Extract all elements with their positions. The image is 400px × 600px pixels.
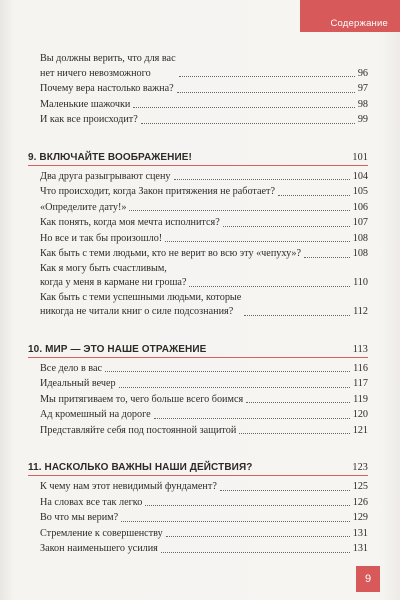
toc-entry-title [28, 52, 176, 81]
chapter-title: 11. НАСКОЛЬКО ВАЖНЫ НАШИ ДЕЙСТВИЯ? [28, 462, 253, 473]
toc-entry-title [28, 510, 118, 526]
toc-entry [28, 97, 368, 113]
toc-entry-title [28, 112, 138, 128]
toc-entry [28, 231, 368, 247]
dot-leader [177, 92, 355, 93]
toc-entry-title [28, 541, 158, 557]
toc-entry-page-number: 104 [352, 170, 368, 182]
toc-entry-line: Маленькие шажочки [40, 98, 131, 110]
section-gap [28, 320, 368, 344]
section-gap [28, 438, 368, 462]
table-of-contents [28, 52, 368, 557]
toc-entry-page-number: 96 [357, 67, 368, 79]
toc-entry-line: Как быть с теми успешными людьми, которые [40, 291, 242, 303]
toc-entry-page-number: 120 [352, 409, 368, 420]
toc-entry [28, 392, 368, 408]
toc-entry [28, 112, 368, 128]
toc-entry [28, 495, 368, 511]
toc-entry-title [28, 392, 243, 408]
dot-leader [223, 226, 350, 227]
toc-entry-line: Закон наименьшего усилия [40, 543, 158, 554]
chapter-page-number: 123 [352, 462, 368, 473]
chapter-title: 10. МИР — ЭТО НАШЕ ОТРАЖЕНИЕ [28, 343, 207, 355]
toc-entry [28, 52, 368, 81]
dot-leader [246, 402, 350, 403]
dot-leader [189, 286, 350, 287]
toc-entry-line: И как все происходит? [40, 114, 138, 125]
toc-entry [28, 479, 368, 495]
toc-entry [28, 361, 368, 377]
toc-entry-title [28, 81, 174, 97]
page-number-badge [356, 566, 380, 592]
toc-entry [28, 184, 368, 200]
dot-leader [220, 490, 350, 491]
toc-entry-title [28, 231, 162, 247]
dot-leader [179, 76, 355, 77]
chapter-page-number: 113 [352, 343, 368, 355]
toc-entry-line: Что происходит, когда Закон притяжения не работает? [40, 186, 276, 197]
toc-entry-line: Во что мы верим? [40, 512, 119, 523]
toc-entry-page-number: 131 [352, 543, 368, 554]
dot-leader [133, 107, 354, 108]
toc-entry [28, 526, 368, 542]
header-tab [300, 0, 400, 32]
toc-entry-page-number: 108 [352, 248, 368, 259]
toc-entry [28, 510, 368, 526]
chapter-heading [28, 152, 368, 166]
toc-entry-page-number: 110 [353, 277, 368, 288]
toc-entry-title [28, 407, 151, 423]
toc-entry-page-number: 131 [352, 527, 368, 539]
toc-entry-page-number: 129 [352, 512, 368, 523]
toc-entry-page-number: 105 [352, 186, 368, 197]
toc-entry-page-number: 121 [352, 424, 368, 436]
toc-entry-page-number: 112 [353, 306, 368, 317]
toc-entry-line: Как быть с теми людьми, кто не верит во всю эту «чепуху»? [40, 248, 302, 259]
chapter-heading [28, 344, 368, 358]
header-title: Содержание [330, 18, 388, 29]
toc-entry-title [28, 479, 217, 495]
toc-entry-line: нет ничего невозможного [40, 67, 151, 79]
dot-leader [145, 505, 349, 506]
dot-leader [129, 210, 349, 211]
page-number: 9 [364, 573, 372, 585]
toc-entry-line: Два друга разыгрывают сцену [40, 170, 171, 182]
dot-leader [119, 387, 351, 388]
toc-entry-page-number: 117 [353, 378, 368, 389]
toc-entry-title [28, 215, 220, 231]
dot-leader [239, 433, 349, 434]
toc-entry-title [28, 423, 236, 439]
toc-entry-page-number: 106 [352, 201, 368, 213]
toc-entry-page-number: 108 [352, 232, 368, 244]
toc-entry-line: К чему нам этот невидимый фундамент? [40, 481, 217, 492]
toc-entry-page-number: 98 [357, 98, 368, 110]
toc-entry-title [28, 184, 275, 200]
toc-entry-line: никогда не читали книг о силе подсознания? [40, 306, 234, 317]
dot-leader [105, 371, 350, 372]
toc-entry-line: когда у меня в кармане ни гроша? [40, 277, 187, 288]
toc-entry-page-number: 107 [352, 217, 368, 228]
toc-entry [28, 423, 368, 439]
toc-entry [28, 291, 368, 320]
toc-entry [28, 262, 368, 291]
chapter-page-number: 101 [352, 151, 368, 163]
toc-entry-title [28, 361, 102, 377]
chapter-title: 9. ВКЛЮЧАЙТЕ ВООБРАЖЕНИЕ! [28, 151, 192, 163]
toc-entry [28, 81, 368, 97]
toc-entry-page-number: 125 [352, 481, 368, 492]
toc-entry [28, 169, 368, 185]
dot-leader [174, 179, 350, 180]
toc-entry-line: Представляйте себя под постоянной защитой [40, 424, 237, 436]
toc-entry-line: На словах все так легко [40, 496, 143, 508]
toc-entry [28, 541, 368, 557]
toc-entry-line: «Определите дату!» [40, 201, 127, 213]
toc-entry-page-number: 126 [352, 496, 368, 508]
toc-entry-line: Но все и так бы произошло! [40, 232, 163, 244]
toc-entry-line: Как понять, когда моя мечта исполнится? [40, 217, 220, 228]
toc-entry-page-number: 97 [357, 83, 368, 94]
toc-entry [28, 407, 368, 423]
chapter-heading [28, 462, 368, 476]
toc-entry-title [28, 291, 241, 320]
toc-entry-line: Стремление к совершенству [40, 527, 163, 539]
dot-leader [166, 536, 350, 537]
toc-entry-line: Мы притягиваем то, чего больше всего боимся [40, 393, 244, 405]
dot-leader [278, 195, 350, 196]
dot-leader [154, 418, 350, 419]
dot-leader [161, 552, 350, 553]
dot-leader [304, 257, 350, 258]
dot-leader [141, 123, 355, 124]
toc-entry-page-number: 116 [353, 362, 368, 374]
toc-entry-title [28, 376, 116, 392]
toc-entry-title [28, 246, 301, 262]
toc-entry-title [28, 495, 142, 511]
toc-entry [28, 215, 368, 231]
toc-entry-title [28, 169, 171, 185]
dot-leader [244, 315, 350, 316]
section-gap [28, 128, 368, 152]
toc-entry-line: Идеальный вечер [40, 378, 116, 389]
toc-entry [28, 246, 368, 262]
toc-entry-page-number: 99 [357, 114, 368, 125]
toc-entry-title [28, 97, 130, 113]
toc-entry-line: Вы должны верить, что для вас [40, 53, 176, 64]
toc-entry-line: Как я могу быть счастливым, [40, 262, 167, 274]
dot-leader [121, 521, 350, 522]
toc-entry-line: Ад кромешный на дороге [40, 409, 151, 420]
toc-entry [28, 376, 368, 392]
toc-entry [28, 200, 368, 216]
toc-entry-title [28, 200, 126, 216]
toc-entry-line: Все дело в вас [40, 362, 103, 374]
toc-entry-line: Почему вера настолько важна? [40, 83, 174, 94]
toc-entry-title [28, 526, 163, 542]
toc-entry-page-number: 119 [353, 393, 368, 405]
dot-leader [165, 241, 350, 242]
toc-entry-title [28, 262, 186, 291]
